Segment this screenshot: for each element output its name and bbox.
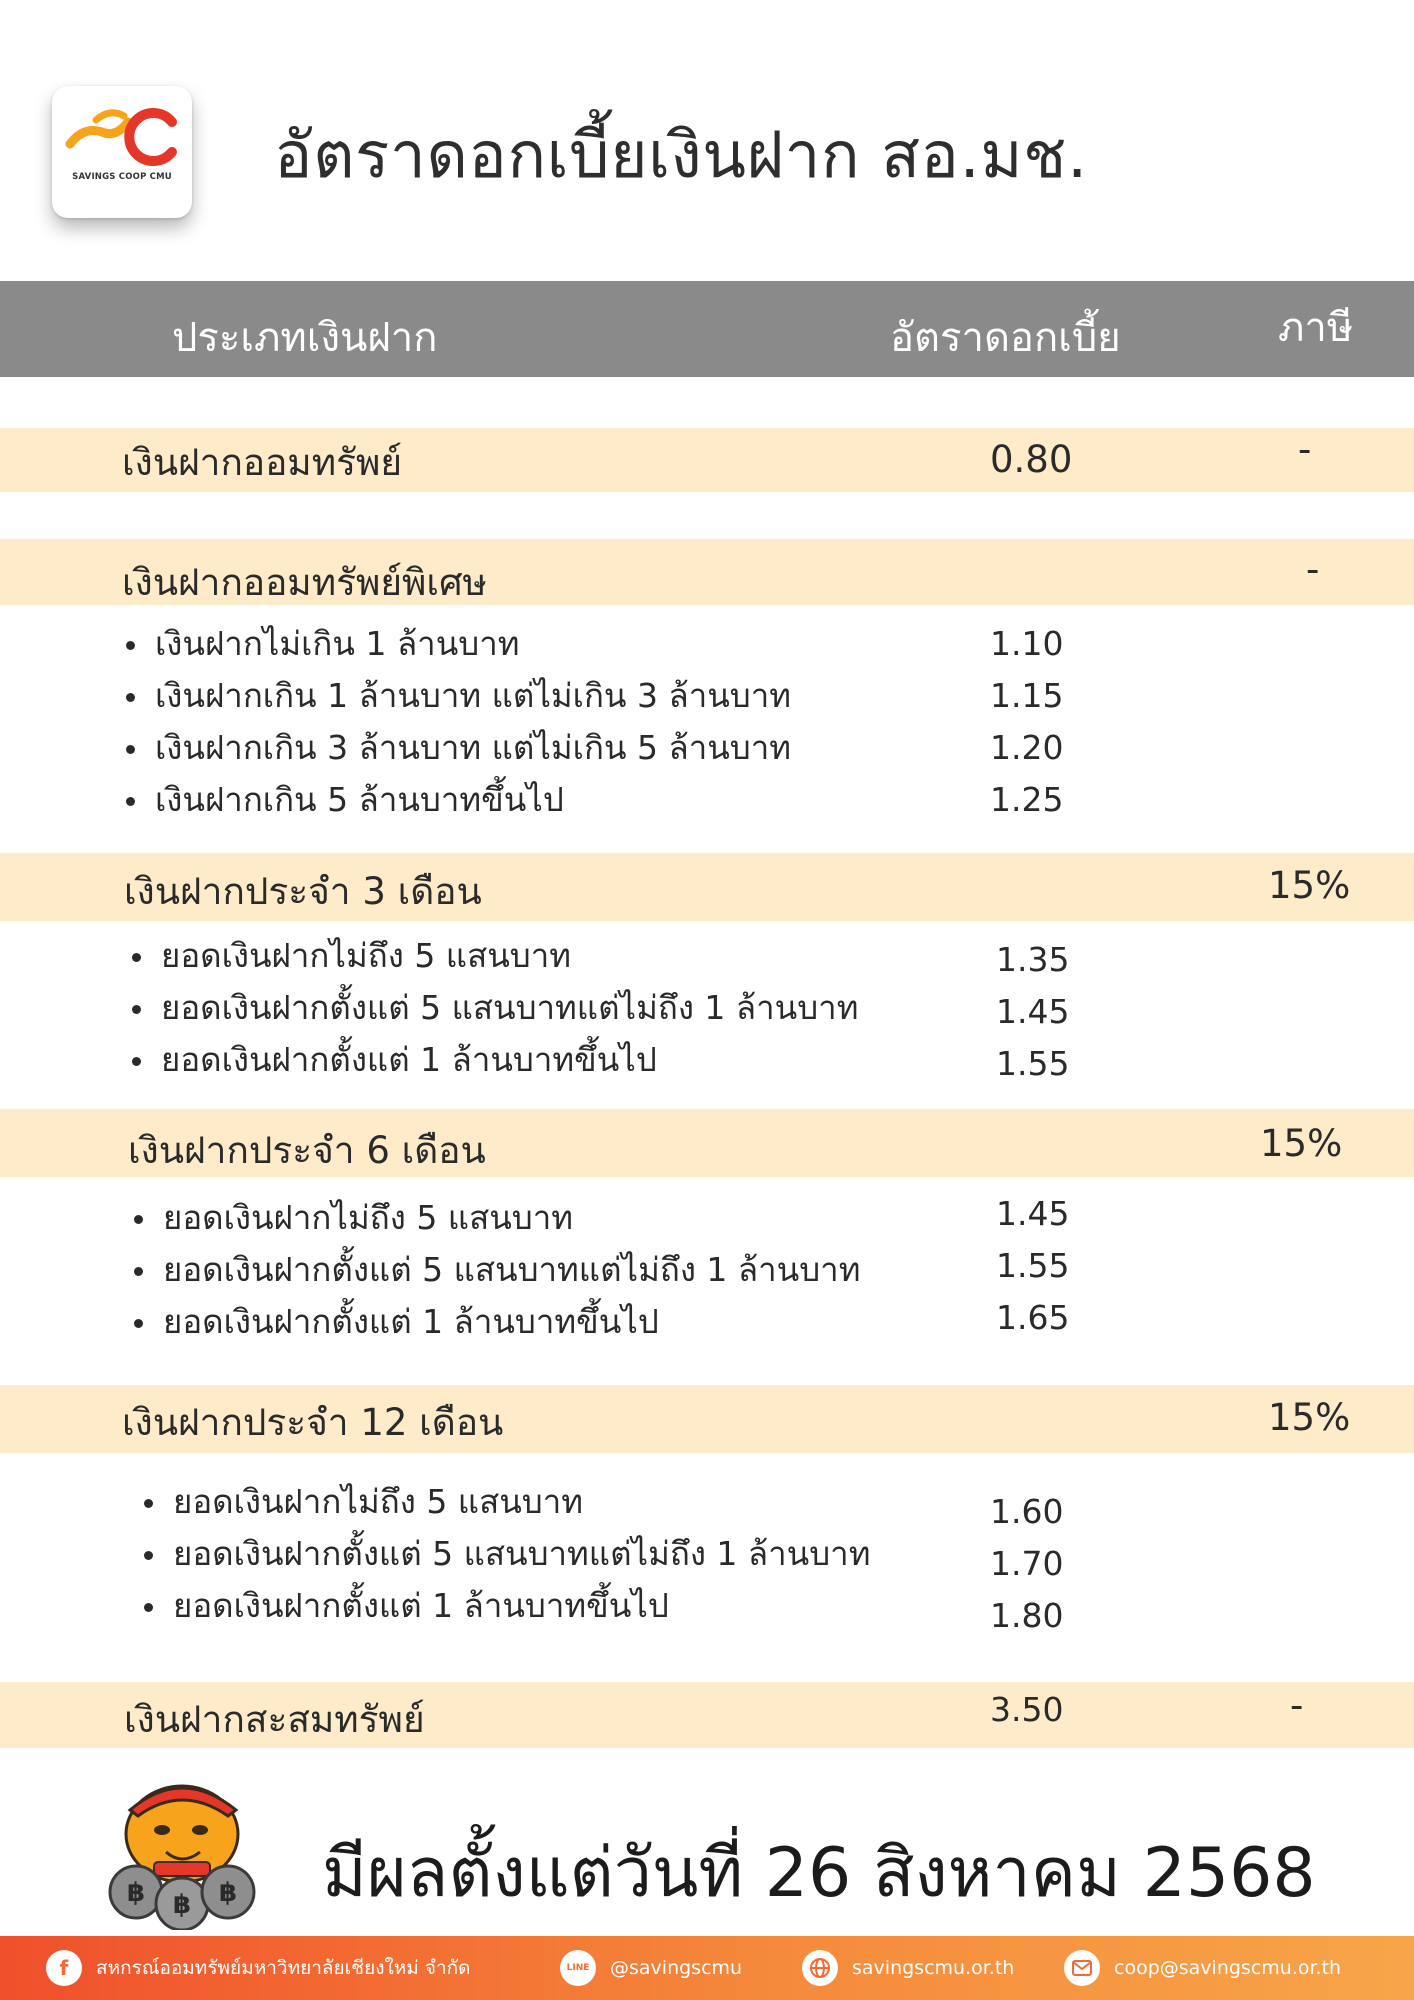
svg-text:฿: ฿ (126, 1878, 146, 1908)
line-icon: LINE (560, 1950, 596, 1986)
section-title: เงินฝากประจำ 3 เดือน (124, 870, 482, 913)
footer-email[interactable] (1064, 1950, 1341, 1986)
tier-rate: 1.80 (990, 1596, 1064, 1635)
section-rate: 3.50 (990, 1690, 1064, 1729)
section-title: เงินฝากประจำ 12 เดือน (122, 1401, 504, 1444)
effective-date: มีผลตั้งแต่วันที่ 26 สิงหาคม 2568 (322, 1834, 1316, 1913)
email-label: coop@savingscmu.or.th (1114, 1957, 1342, 1979)
tier-rates (990, 618, 1063, 826)
svg-text:฿: ฿ (218, 1878, 238, 1908)
section-tax: - (1298, 428, 1312, 471)
section-tax: 15% (1268, 864, 1351, 907)
email-icon (1064, 1950, 1100, 1986)
tier-list (138, 1476, 870, 1632)
globe-icon (802, 1950, 838, 1986)
tier-rate: 1.25 (990, 780, 1064, 819)
list-item: เงินฝากเกิน 3 ล้านบาท แต่ไม่เกิน 5 ล้านบาท (120, 722, 791, 774)
section-tax: - (1290, 1684, 1304, 1727)
website-label: savingscmu.or.th (852, 1957, 1015, 1979)
list-item: ยอดเงินฝากไม่ถึง 5 แสนบาท (138, 1476, 870, 1528)
list-item: เงินฝากเกิน 5 ล้านบาทขึ้นไป (120, 774, 791, 826)
section-tax: 15% (1260, 1122, 1343, 1165)
tier-rate: 1.45 (996, 1194, 1070, 1233)
tier-rate: 1.70 (990, 1544, 1064, 1583)
section-tax: - (1306, 548, 1320, 591)
tier-list (120, 618, 791, 826)
list-item: ยอดเงินฝากตั้งแต่ 1 ล้านบาทขึ้นไป (138, 1580, 870, 1632)
footer-facebook[interactable] (46, 1950, 471, 1986)
list-item: ยอดเงินฝากไม่ถึง 5 แสนบาท (126, 930, 858, 982)
tier-rates (996, 1188, 1069, 1344)
section-title: เงินฝากสะสมทรัพย์ (124, 1698, 425, 1741)
list-item: ยอดเงินฝากตั้งแต่ 5 แสนบาทแต่ไม่ถึง 1 ล้านบาท (126, 982, 858, 1034)
tier-rate: 1.60 (990, 1492, 1064, 1531)
tier-rates (990, 1486, 1063, 1642)
list-item: ยอดเงินฝากตั้งแต่ 1 ล้านบาทขึ้นไป (126, 1034, 858, 1086)
tier-rate: 1.15 (990, 676, 1064, 715)
sc-logo-mark-icon (52, 86, 192, 176)
section-tax: 15% (1268, 1396, 1351, 1439)
mascot-with-coins-icon (96, 1770, 268, 1930)
section-title: เงินฝากออมทรัพย์ (122, 441, 403, 484)
list-item: ยอดเงินฝากตั้งแต่ 5 แสนบาทแต่ไม่ถึง 1 ล้านบาท (128, 1244, 860, 1296)
facebook-icon: f (46, 1950, 82, 1986)
list-item: ยอดเงินฝากตั้งแต่ 5 แสนบาทแต่ไม่ถึง 1 ล้านบาท (138, 1528, 870, 1580)
section-rate: 0.80 (990, 438, 1073, 481)
line-label: @savingscmu (610, 1957, 743, 1979)
header-interest-rate: อัตราดอกเบี้ย (890, 315, 1121, 361)
tier-rates (996, 934, 1069, 1090)
tier-rate: 1.35 (996, 940, 1070, 979)
svg-text:฿: ฿ (172, 1890, 192, 1920)
list-item: เงินฝากเกิน 1 ล้านบาท แต่ไม่เกิน 3 ล้านบาท (120, 670, 791, 722)
tier-list (128, 1192, 860, 1348)
tier-rate: 1.55 (996, 1246, 1070, 1285)
list-item: เงินฝากไม่เกิน 1 ล้านบาท (120, 618, 791, 670)
tier-rate: 1.20 (990, 728, 1064, 767)
coop-logo (52, 86, 192, 218)
header-deposit-type: ประเภทเงินฝาก (172, 315, 438, 361)
facebook-label: สหกรณ์ออมทรัพย์มหาวิทยาลัยเชียงใหม่ จำกัด (96, 1957, 471, 1979)
tier-rate: 1.10 (990, 624, 1064, 663)
footer-bar (0, 1936, 1414, 2000)
list-item: ยอดเงินฝากไม่ถึง 5 แสนบาท (128, 1192, 860, 1244)
section-title: เงินฝากประจำ 6 เดือน (128, 1129, 486, 1172)
tier-list (126, 930, 858, 1086)
footer-website[interactable] (802, 1950, 1014, 1986)
table-header (0, 281, 1414, 377)
section-title: เงินฝากออมทรัพย์พิเศษ (122, 561, 487, 604)
footer-line[interactable] (560, 1950, 742, 1986)
header-tax: ภาษี (1278, 305, 1354, 351)
page-title: อัตราดอกเบี้ยเงินฝาก สอ.มช. (274, 119, 1088, 193)
tier-rate: 1.65 (996, 1298, 1070, 1337)
list-item: ยอดเงินฝากตั้งแต่ 1 ล้านบาทขึ้นไป (128, 1296, 860, 1348)
tier-rate: 1.45 (996, 992, 1070, 1031)
tier-rate: 1.55 (996, 1044, 1070, 1083)
logo-caption: SAVINGS COOP CMU (72, 172, 172, 182)
